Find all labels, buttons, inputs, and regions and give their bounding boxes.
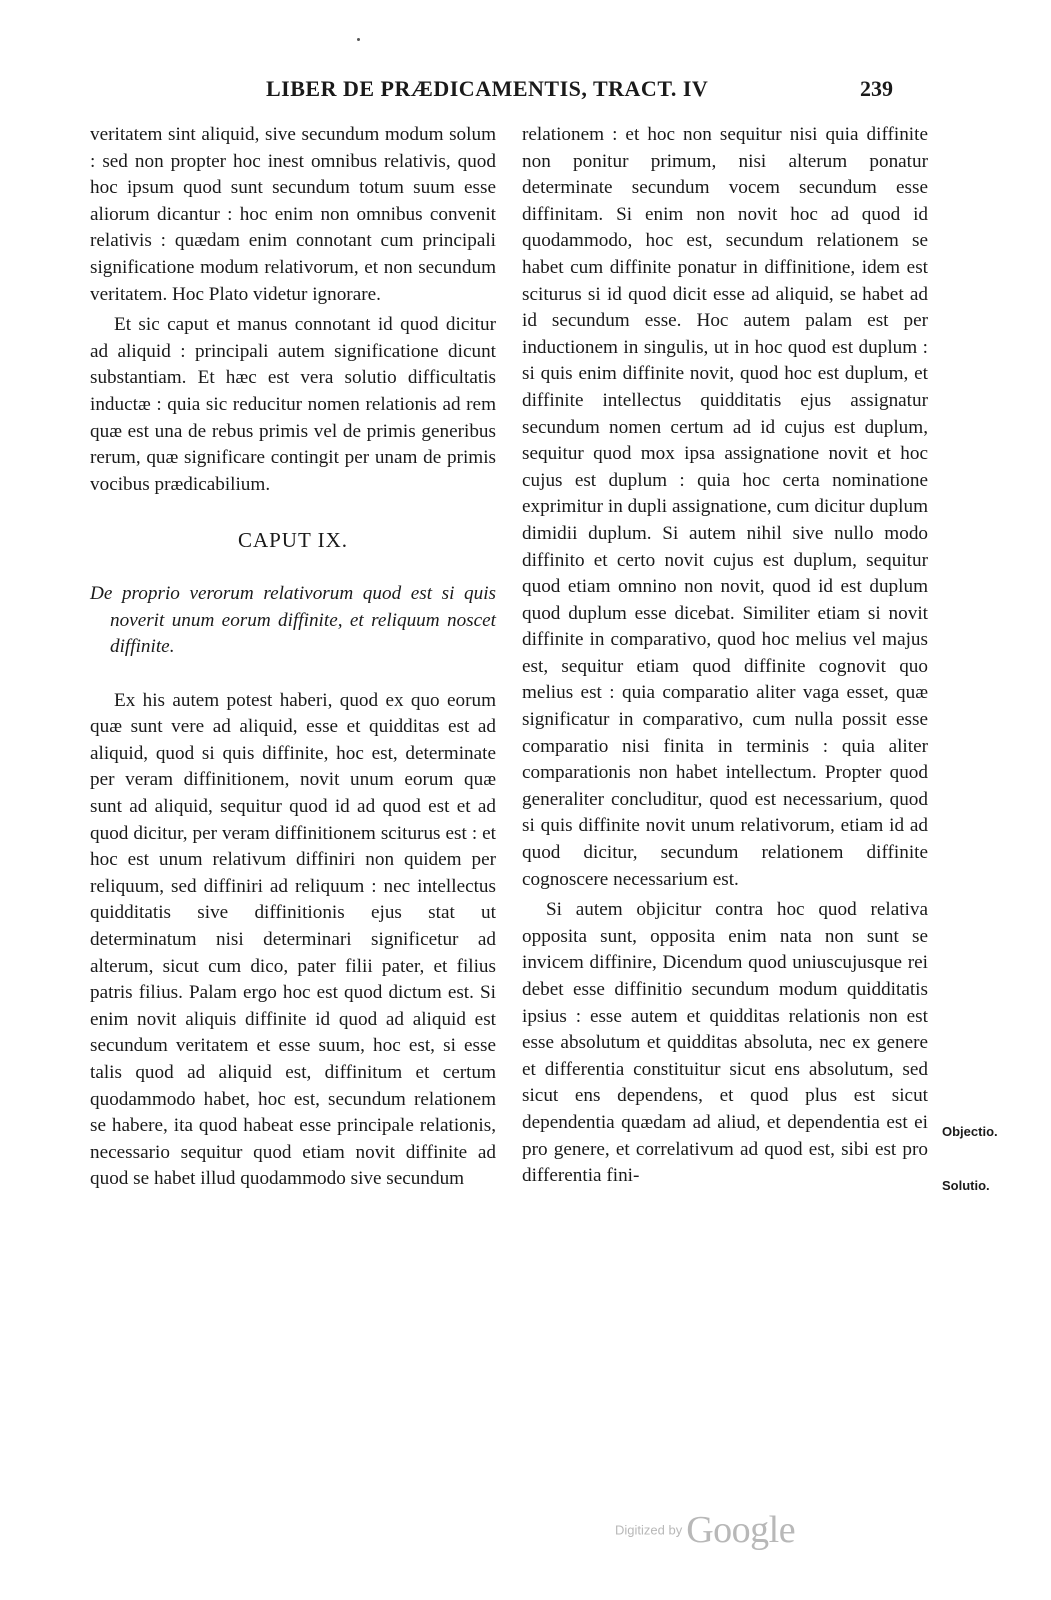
page-header [0, 76, 1051, 106]
right-paragraph-2: Si autem objicitur contra hoc quod relativa opposita sunt, opposita enim nata non sunt se invicem diffinire, Dicendum quod uniuscujusque rei debet esse diffinitio secundum modum quidditatis ipsius : esse autem et quidditas relationis non est esse absolutum et quidditas absoluta, nec ex genere et differentia constituitur sicut ens absolutum, sed sicut ens dependens, et quod plus est sicut dependentia quædam ad aliud, et dependentia est ei pro genere, et correlativum ad quod est, sibi est pro differentia fini- [522, 899, 928, 1187]
google-logo: Google [686, 1509, 796, 1551]
running-title: LIBER DE PRÆDICAMENTIS, TRACT. IV [266, 76, 709, 101]
chapter-title: CAPUT IX. [237, 528, 349, 553]
right-paragraph-1: relationem : et hoc non sequitur nisi quia diffinite non ponitur primum, nisi alterum ponatur determinate secundum vocem secundum esse diffinitam. Si enim non novit hoc ad quod id quodammodo, hoc est, secundum relationem se habet cum diffinite ponatur in diffinitione, idem est sciturus si id quod dicit esse ad aliquid, se habet ad id secundum esse. Hoc autem palam est per inductionem in singulis, ut in hoc quod est duplum : si quis enim diffinite novit, quod hoc est duplum, et diffinite intellectus quidditatis ejus assignatur secundum nomen certum ad id cujus est duplum, sequitur quod mox ipsa assignatione novit et hoc cujus est duplum : quia hoc certa nominatione exprimitur in dupli assignatione, cum dicitur duplum dimidii duplum. Si autem nihil sive nullo modo diffinito et certo novit cujus est duplum, sequitur quod etiam omnino non novit, quod id est duplum quod duplum esse dicebat. Similiter etiam si novit diffinite in comparativo, quod hoc melius vel majus est, sequitur etiam quod diffinite cognovit quo melius est : quia comparatio aliter vaga esset, quæ significatur in comparativo, cum nulla possit esse comparatio nisi finita in terminis : quia aliter comparationis non habet intellectum. Propter quod generaliter concluditur, quod est necessarium, quod si quis diffinite novit unum relativorum, etiam id ad quod dicitur, secundum relationem diffinite cognoscere necessarium est. [522, 124, 928, 890]
digitized-by-google-watermark [615, 1508, 795, 1552]
digitized-by-label: Digitized by [615, 1522, 683, 1538]
page-number: 239 [860, 76, 893, 101]
left-paragraph-1: veritatem sint aliquid, sive secundum modum solum : sed non propter hoc inest omnibus relativis, quod hoc ipsum quod sunt secundum totum suum esse aliorum dicantur : hoc enim non omnibus convenit relativis : quædam enim connotant cum principali significatione modum relativorum, et non secundum veritatem. Hoc Plato videtur ignorare. [90, 124, 496, 305]
margin-note-objectio: Objectio. [942, 1124, 998, 1139]
chapter-subtitle: De proprio verorum relativorum quod est si quis noverit unum eorum diffinite, et reliquum noscet diffinite. [90, 582, 496, 658]
left-paragraph-2: Et sic caput et manus connotant id quod dicitur ad aliquid : principali autem significatione dicunt substantiam. Et hæc est vera solutio difficultatis inductæ : quia sic reducitur nomen relationis ad rem quæ est una de rebus primis vel de primis generibus rerum, quæ significare contingit per unam de primis vocibus prædicabilium. [90, 314, 496, 495]
left-column [90, 122, 496, 1193]
right-column [522, 122, 928, 1190]
page-speck [357, 38, 360, 41]
margin-note-solutio: Solutio. [942, 1178, 990, 1193]
left-paragraph-3: Ex his autem potest haberi, quod ex quo eorum quæ sunt vere ad aliquid, esse et quidditas est ad aliquid, quod si quis diffinite, hoc est, determinate per veram diffinitionem, novit unum eorum quæ sunt ad aliquid, sequitur quod id ad quod est et ad quod dicitur, per veram diffinitionem sciturus est : et hoc est unum relativum diffiniri non quidem per reliquum, sed diffiniri ad reliquum : nec intellectus quidditatis sive diffinitionis ejus stat ut determinatum nisi determinari significetur ad alterum, sicut cum dico, pater filii pater, et filius patris filius. Palam ergo hoc est quod dictum est. Si enim novit aliquis diffinite id quod ad aliquid est secundum veritatem et esse suum, hoc est, si esse talis quod ad aliquid est, diffinitum et certum quodammodo habet, hoc est, secundum relationem se habere, ita quod habeat esse principale relationis, necessario sequitur quod etiam novit diffinite ad quod se habet illud quodammodo sive secundum [90, 689, 496, 1190]
